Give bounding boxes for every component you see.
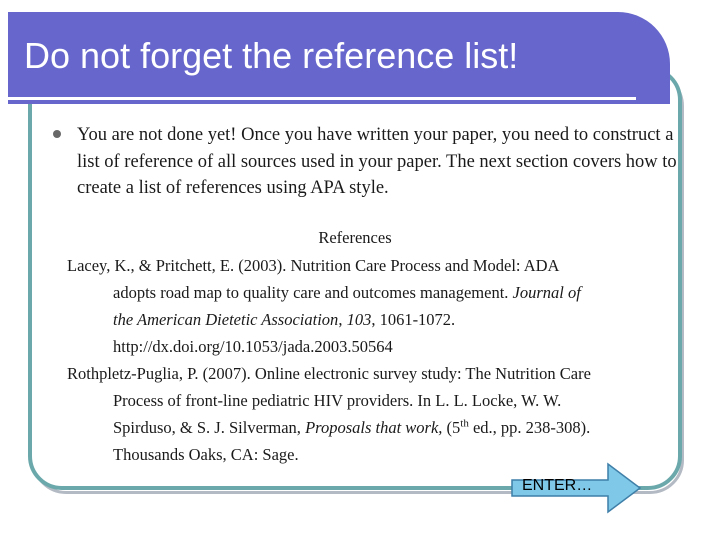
reference-1-separator: , xyxy=(338,310,347,329)
reference-2-edition-suffix: th xyxy=(460,417,469,430)
reference-1-journal-part-1: Journal of xyxy=(512,283,581,302)
slide-title: Do not forget the reference list! xyxy=(24,35,519,76)
reference-1-doi-link[interactable]: http://dx.doi.org/10.1053/jada.2003.50564 xyxy=(113,337,393,356)
intro-paragraph: You are not done yet! Once you have written your paper, you need to construct a list of reference of all sources used in your paper. The next section covers how to create a list of references using APA style. xyxy=(77,125,677,198)
reference-2-line-4: Thousands Oaks, CA: Sage. xyxy=(113,445,299,464)
reference-1-volume: 103 xyxy=(346,310,372,329)
reference-entry-1 xyxy=(67,252,667,360)
title-divider xyxy=(8,97,636,100)
reference-1-line-2 xyxy=(67,279,667,306)
reference-2-line-2: Process of front-line pediatric HIV providers. In L. L. Locke, W. W. xyxy=(113,391,562,410)
reference-2-book-title: Proposals that work, xyxy=(305,418,443,437)
bullet-icon xyxy=(53,130,61,138)
reference-2-edition-open: (5 xyxy=(442,418,461,437)
references-heading: References xyxy=(318,228,392,247)
enter-button-label: ENTER… xyxy=(522,477,593,494)
reference-2-line-1: Rothpletz-Puglia, P. (2007). Online electronic survey study: The Nutrition Care xyxy=(67,364,591,383)
reference-1-title: adopts road map to quality care and outcomes management. xyxy=(113,283,513,302)
reference-1-line-3 xyxy=(67,306,667,333)
reference-2-line-3 xyxy=(67,414,667,441)
enter-button[interactable] xyxy=(510,462,642,514)
reference-1-pages: , 1061-1072. xyxy=(371,310,456,329)
reference-entry-2 xyxy=(67,360,667,468)
reference-2-edition-pages: ed., pp. 238-308). xyxy=(468,418,591,437)
reference-1-journal-part-2: the American Dietetic Association xyxy=(113,310,339,329)
reference-2-editors: Spirduso, & S. J. Silverman, xyxy=(113,418,306,437)
reference-1-line-1: Lacey, K., & Pritchett, E. (2003). Nutrition Care Process and Model: ADA xyxy=(67,256,560,275)
